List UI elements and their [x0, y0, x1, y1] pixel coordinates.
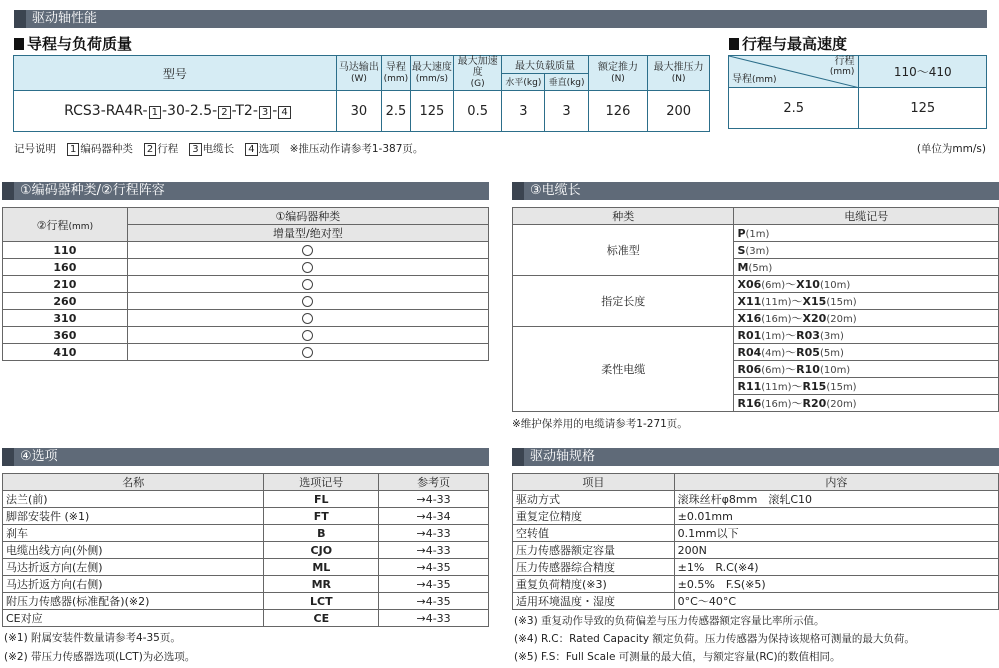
spec-row: 重复定位精度 ±0.01mm: [513, 508, 999, 525]
option-name-header: 名称: [3, 474, 264, 491]
option-note-2: (※2) 带压力传感器选项(LCT)为必选项。: [4, 651, 196, 663]
cable-code: X06(6m)〜X10(10m): [734, 276, 999, 293]
section-bar-encoder-stroke: ①编码器种类/②行程阵容: [2, 182, 489, 200]
header-model: 型号: [14, 56, 337, 91]
stroke-range: 110〜410: [859, 56, 987, 88]
option-row: 电缆出线方向(外侧) CJO →4-33: [3, 542, 489, 559]
available-mark-icon: [302, 313, 313, 324]
section-bar-drive-spec: 驱动轴规格: [512, 448, 999, 466]
option-row: 刹车 B →4-33: [3, 525, 489, 542]
encoder-stroke-table: [2, 207, 489, 361]
max-speed-value: 125: [410, 91, 453, 132]
cable-code: R01(1m)〜R03(3m): [734, 327, 999, 344]
motor-value: 30: [336, 91, 381, 132]
option-row: 脚部安装件 (※1) FT →4-34: [3, 508, 489, 525]
header-motor: 马达输出 (W): [336, 56, 381, 91]
spec-note-4: (※4) R.C：Rated Capacity 额定负荷。压力传感器为保持该规格可测量的最大负荷。: [514, 633, 915, 645]
cable-code: X11(11m)〜X15(15m): [734, 293, 999, 310]
encoder-type-header: ①编码器种类: [127, 208, 488, 225]
unit-note: (单位为mm/s): [916, 143, 986, 155]
title-marker: [729, 38, 739, 50]
available-mark-icon: [302, 262, 313, 273]
cable-code: R04(4m)〜R05(5m): [734, 344, 999, 361]
cable-type-specified: 指定长度: [513, 276, 734, 327]
speed-lead: 2.5: [729, 88, 859, 129]
symbol-legend: 记号说明 1 编码器种类 2 行程 3 电缆长 4 选项 ※推压动作请参考1-387页。: [14, 143, 424, 155]
option-row: 马达折返方向(左侧) ML →4-35: [3, 559, 489, 576]
spec-row: 驱动方式 滚珠丝杆φ8mm 滚轧C10: [513, 491, 999, 508]
bar-marker: [512, 448, 524, 466]
stroke-row: 110: [3, 242, 128, 259]
section-bar-cable: ③电缆长: [512, 182, 999, 200]
spec-row: 重复负荷精度(※3) ±0.5% F.S(※5): [513, 576, 999, 593]
header-horizontal: 水平(kg): [502, 73, 545, 91]
horizontal-value: 3: [502, 91, 545, 132]
spec-row: 压力传感器额定容量 200N: [513, 542, 999, 559]
speed-value: 125: [859, 88, 987, 129]
drive-spec-table: [512, 473, 999, 610]
lead-load-table: [13, 55, 710, 132]
header-max-accel: 最大加速度 (G): [453, 56, 501, 91]
cable-code: R06(6m)〜R10(10m): [734, 361, 999, 378]
option-ref-header: 参考页: [379, 474, 489, 491]
max-accel-value: 0.5: [453, 91, 501, 132]
spec-note-5: (※5) F.S：Full Scale 可测量的最大值，与额定容量(RC)的数值相同。: [514, 651, 841, 663]
stroke-row: 160: [3, 259, 128, 276]
option-code-header: 选项记号: [264, 474, 379, 491]
title-marker: [14, 38, 24, 50]
vertical-value: 3: [545, 91, 588, 132]
option-row: 法兰(前) FL →4-33: [3, 491, 489, 508]
cable-type-header: 种类: [513, 208, 734, 225]
rated-thrust-value: 126: [588, 91, 648, 132]
cable-code-header: 电缆记号: [734, 208, 999, 225]
encoder-sub-header: 增量型/绝对型: [127, 225, 488, 242]
bar-marker: [2, 182, 14, 200]
bar-marker: [2, 448, 14, 466]
stroke-speed-table: [728, 55, 987, 129]
cable-table: [512, 207, 999, 412]
bar-marker: [14, 10, 26, 28]
spec-content-header: 内容: [674, 474, 998, 491]
available-mark-icon: [302, 296, 313, 307]
spec-item-header: 项目: [513, 474, 675, 491]
option-row: 附压力传感器(标准配备)(※2) LCT →4-35: [3, 593, 489, 610]
stroke-row: 210: [3, 276, 128, 293]
available-mark-icon: [302, 245, 313, 256]
stroke-row: 360: [3, 327, 128, 344]
header-lead: 导程 (mm): [382, 56, 411, 91]
section-bar-options: ④选项: [2, 448, 489, 466]
cable-type-flexible: 柔性电缆: [513, 327, 734, 412]
cable-code: R16(16m)〜R20(20m): [734, 395, 999, 412]
cable-code: R11(11m)〜R15(15m): [734, 378, 999, 395]
stroke-header: ②行程(mm): [3, 208, 128, 242]
stroke-row: 260: [3, 293, 128, 310]
header-rated-thrust: 额定推力 (N): [588, 56, 648, 91]
cable-note: ※维护保养用的电缆请参考1-271页。: [512, 418, 688, 430]
header-vertical: 垂直(kg): [545, 73, 588, 91]
spec-row: 压力传感器综合精度 ±1% R.C(※4): [513, 559, 999, 576]
model-code: RCS3-RA4R- 1 -30-2.5- 2 -T2- 3 - 4: [14, 91, 337, 132]
lead-load-title: 导程与负荷质量: [14, 33, 132, 54]
stroke-speed-title: 行程与最高速度: [729, 33, 847, 54]
cable-code: M(5m): [734, 259, 999, 276]
options-table: [2, 473, 489, 627]
spec-row: 适用环境温度・湿度 0°C〜40°C: [513, 593, 999, 610]
available-mark-icon: [302, 347, 313, 358]
max-push-value: 200: [648, 91, 710, 132]
spec-row: 空转值 0.1mm以下: [513, 525, 999, 542]
cable-code: S(3m): [734, 242, 999, 259]
stroke-row: 310: [3, 310, 128, 327]
available-mark-icon: [302, 279, 313, 290]
section-bar-drive-performance: 驱动轴性能: [14, 10, 987, 28]
header-max-load: 最大负载质量: [502, 56, 588, 74]
cable-type-standard: 标准型: [513, 225, 734, 276]
option-row: CE对应 CE →4-33: [3, 610, 489, 627]
spec-note-3: (※3) 重复动作导致的负荷偏差与压力传感器额定容量比率所示值。: [514, 615, 825, 627]
cable-code: X16(16m)〜X20(20m): [734, 310, 999, 327]
diag-header: 行程 (mm) 导程(mm): [729, 56, 859, 88]
stroke-row: 410: [3, 344, 128, 361]
header-max-push: 最大推压力 (N): [648, 56, 710, 91]
bar-marker: [512, 182, 524, 200]
header-max-speed: 最大速度 (mm/s): [410, 56, 453, 91]
option-row: 马达折返方向(右侧) MR →4-35: [3, 576, 489, 593]
available-mark-icon: [302, 330, 313, 341]
cable-code: P(1m): [734, 225, 999, 242]
option-note-1: (※1) 附属安装件数量请参考4-35页。: [4, 632, 181, 644]
lead-value: 2.5: [382, 91, 411, 132]
